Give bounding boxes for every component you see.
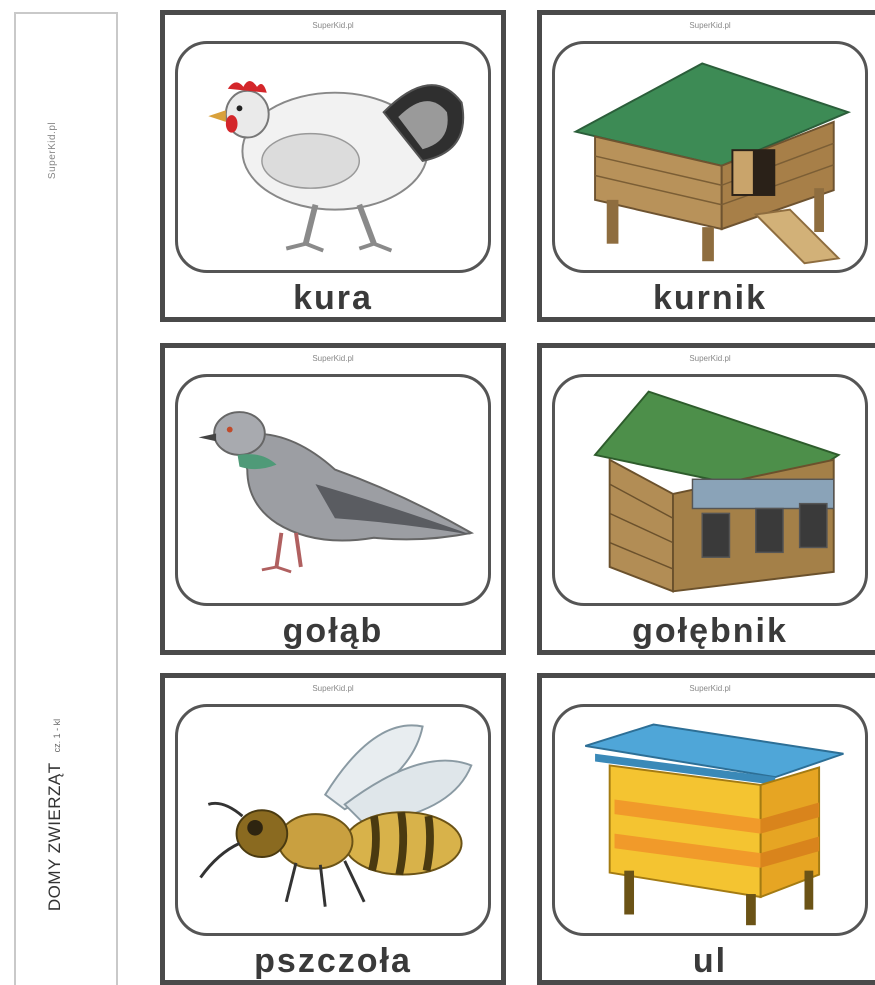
card-brand: SuperKid.pl bbox=[312, 21, 354, 30]
card-image-frame bbox=[552, 374, 868, 606]
card-brand: SuperKid.pl bbox=[689, 354, 731, 363]
card-word: kura bbox=[293, 279, 373, 317]
pigeon-icon bbox=[178, 377, 488, 603]
card-brand: SuperKid.pl bbox=[689, 21, 731, 30]
card-image-frame bbox=[552, 41, 868, 273]
side-title-block bbox=[10, 650, 100, 980]
card-golebnik bbox=[537, 343, 875, 655]
card-kurnik bbox=[537, 10, 875, 322]
card-golab bbox=[160, 343, 506, 655]
card-brand: SuperKid.pl bbox=[312, 684, 354, 693]
side-brand bbox=[28, 40, 78, 260]
card-image-frame bbox=[552, 704, 868, 936]
hen-icon bbox=[178, 44, 488, 270]
card-brand: SuperKid.pl bbox=[312, 354, 354, 363]
card-word: gołąb bbox=[282, 612, 384, 650]
card-kura bbox=[160, 10, 506, 322]
side-title: DOMY ZWIERZĄT bbox=[45, 762, 64, 912]
card-image-frame bbox=[175, 374, 491, 606]
card-word: gołębnik bbox=[632, 612, 788, 650]
henhouse-icon bbox=[555, 44, 865, 270]
dovecote-icon bbox=[555, 377, 865, 603]
side-code: cz. 1 - kl bbox=[52, 718, 62, 753]
card-word: pszczoła bbox=[254, 942, 412, 980]
card-word: kurnik bbox=[652, 279, 768, 317]
beehive-icon bbox=[555, 707, 865, 933]
card-ul bbox=[537, 673, 875, 985]
card-image-frame bbox=[175, 704, 491, 936]
card-pszczola bbox=[160, 673, 506, 985]
card-brand: SuperKid.pl bbox=[689, 684, 731, 693]
side-brand-text: SuperKid.pl bbox=[47, 121, 59, 179]
card-word: ul bbox=[692, 942, 728, 980]
card-image-frame bbox=[175, 41, 491, 273]
bee-icon bbox=[178, 707, 488, 933]
